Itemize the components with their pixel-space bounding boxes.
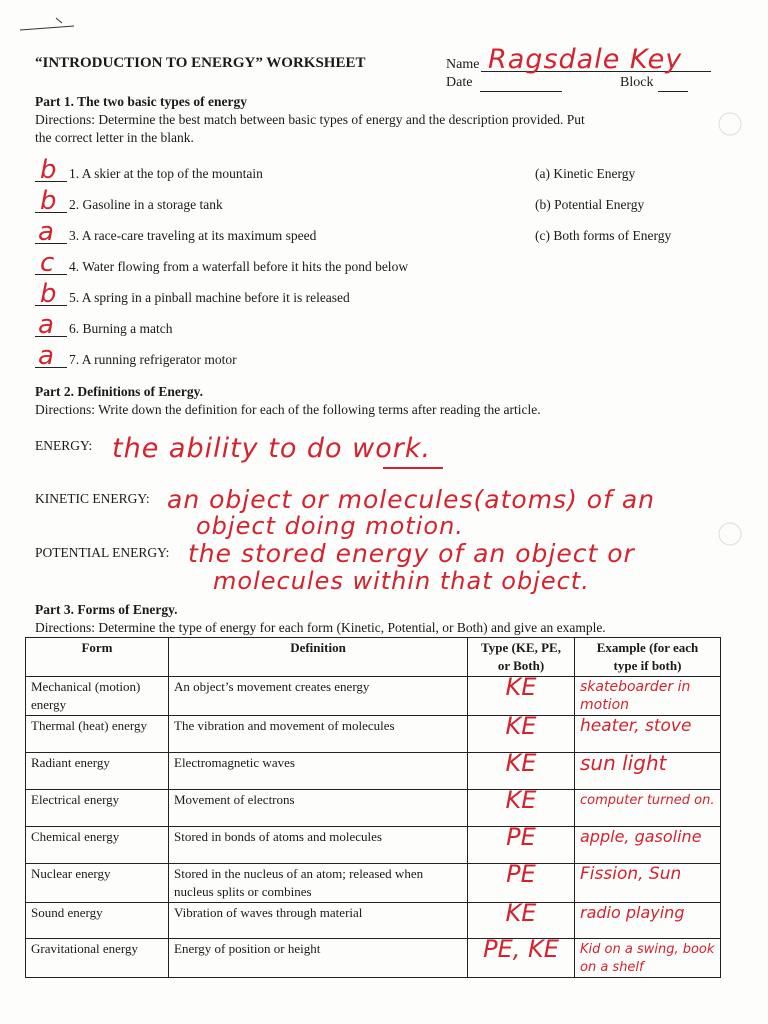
- item-text: 3. A race-care traveling at its maximum speed: [69, 228, 317, 243]
- definition-cell: Electromagnetic waves: [169, 753, 468, 790]
- example-cell[interactable]: [575, 677, 721, 716]
- column-header-example: Example (for each type if both): [575, 638, 721, 677]
- type-answer: PE: [506, 823, 536, 851]
- answer-letter: c: [40, 248, 56, 278]
- date-line[interactable]: [480, 91, 562, 92]
- part3-heading: Part 3. Forms of Energy.: [35, 602, 178, 617]
- type-answer: KE: [505, 786, 537, 814]
- table-row: [26, 939, 721, 978]
- type-cell[interactable]: [468, 673, 575, 716]
- item-text: 7. A running refrigerator motor: [69, 352, 237, 367]
- answer-letter: a: [38, 310, 55, 340]
- answer-letter: a: [38, 341, 55, 371]
- hole-punch-icon: [716, 520, 746, 550]
- kinetic-label: KINETIC ENERGY:: [35, 491, 150, 506]
- column-header-definition: Definition: [169, 638, 468, 677]
- form-cell: Gravitational energy: [26, 939, 169, 978]
- part3-directions: Directions: Determine the type of energy for each form (Kinetic, Potential, or Both) and give an example.: [35, 620, 606, 635]
- date-label: Date: [446, 75, 473, 90]
- name-label: Name: [446, 57, 480, 72]
- example-answer: sun light: [580, 751, 667, 775]
- block-line[interactable]: [658, 91, 688, 92]
- form-cell: Mechanical (motion) energy: [26, 677, 169, 716]
- example-cell[interactable]: [575, 939, 721, 978]
- definition-cell: The vibration and movement of molecules: [169, 716, 468, 753]
- type-cell[interactable]: [468, 749, 575, 790]
- block-label: Block: [620, 75, 654, 90]
- definition-cell: Stored in bonds of atoms and molecules: [169, 827, 468, 864]
- option-potential: (b) Potential Energy: [535, 197, 645, 212]
- example-answer: Kid on a swing, book on a shelf: [580, 942, 715, 975]
- form-cell: Chemical energy: [26, 827, 169, 864]
- type-cell[interactable]: [468, 823, 575, 864]
- type-cell[interactable]: [468, 712, 575, 753]
- item-text: 2. Gasoline in a storage tank: [69, 197, 223, 212]
- type-cell[interactable]: [468, 860, 575, 903]
- part1-directions-line1: Directions: Determine the best match between basic types of energy and the description provided. Put: [35, 112, 585, 127]
- table-row: [26, 753, 721, 790]
- type-cell[interactable]: [468, 786, 575, 827]
- kinetic-answer-line2[interactable]: object doing motion.: [196, 512, 464, 540]
- definition-cell: Vibration of waves through material: [169, 903, 468, 939]
- form-cell: Nuclear energy: [26, 864, 169, 903]
- part2-heading: Part 2. Definitions of Energy.: [35, 384, 203, 399]
- item-text: 1. A skier at the top of the mountain: [69, 166, 263, 181]
- option-both: (c) Both forms of Energy: [535, 228, 672, 243]
- energy-forms-table: [25, 637, 721, 978]
- table-row: [26, 903, 721, 939]
- hole-punch-icon: [716, 110, 746, 140]
- part1-directions-line2: the correct letter in the blank.: [35, 130, 194, 145]
- pen-mark-icon: [18, 14, 78, 38]
- part2-directions: Directions: Write down the definition for each of the following terms after reading the article.: [35, 402, 541, 417]
- option-kinetic: (a) Kinetic Energy: [535, 166, 636, 181]
- example-cell[interactable]: [575, 864, 721, 903]
- type-answer: KE: [505, 749, 537, 777]
- definition-cell: Movement of electrons: [169, 790, 468, 827]
- worksheet-title: “INTRODUCTION TO ENERGY” WORKSHEET: [35, 55, 366, 71]
- column-header-form: Form: [26, 638, 169, 677]
- form-cell: Electrical energy: [26, 790, 169, 827]
- table-row: [26, 827, 721, 864]
- table-row: [26, 677, 721, 716]
- name-field[interactable]: Ragsdale Key: [488, 44, 683, 75]
- energy-answer[interactable]: the ability to do work.: [112, 433, 432, 464]
- item-text: 6. Burning a match: [69, 321, 173, 336]
- table-header-row: [26, 638, 721, 677]
- table-row: [26, 864, 721, 903]
- potential-answer-line1[interactable]: the stored energy of an object or: [188, 539, 635, 568]
- potential-label: POTENTIAL ENERGY:: [35, 545, 170, 560]
- answer-letter: b: [40, 186, 58, 216]
- example-answer: heater, stove: [580, 716, 692, 736]
- potential-answer-line2[interactable]: molecules within that object.: [213, 567, 590, 595]
- form-cell: Thermal (heat) energy: [26, 716, 169, 753]
- example-cell[interactable]: [575, 716, 721, 753]
- table-row: [26, 790, 721, 827]
- form-cell: Radiant energy: [26, 753, 169, 790]
- type-cell[interactable]: [468, 899, 575, 939]
- work-underline: [383, 467, 443, 469]
- type-cell[interactable]: [468, 935, 575, 978]
- definition-cell: Stored in the nucleus of an atom; released when nucleus splits or combines: [169, 864, 468, 903]
- answer-letter: a: [38, 217, 55, 247]
- definition-cell: Energy of position or height: [169, 939, 468, 978]
- example-cell[interactable]: [575, 790, 721, 827]
- type-answer: KE: [505, 712, 537, 740]
- type-answer: KE: [505, 899, 537, 927]
- definition-cell: An object’s movement creates energy: [169, 677, 468, 716]
- example-answer: computer turned on.: [580, 793, 715, 808]
- example-answer: radio playing: [580, 903, 685, 922]
- example-answer: apple, gasoline: [580, 827, 702, 846]
- item-text: 5. A spring in a pinball machine before it is released: [69, 290, 350, 305]
- type-answer: PE, KE: [483, 935, 559, 963]
- example-answer: Fission, Sun: [580, 864, 682, 884]
- type-answer: PE: [506, 860, 536, 888]
- energy-label: ENERGY:: [35, 438, 93, 453]
- item-text: 4. Water flowing from a waterfall before it hits the pond below: [69, 259, 409, 274]
- example-cell[interactable]: [575, 903, 721, 939]
- part1-heading: Part 1. The two basic types of energy: [35, 94, 247, 109]
- kinetic-answer-line1[interactable]: an object or molecules(atoms) of an: [167, 485, 655, 514]
- form-cell: Sound energy: [26, 903, 169, 939]
- example-cell[interactable]: [575, 753, 721, 790]
- table-row: [26, 716, 721, 753]
- answer-letter: b: [40, 155, 58, 185]
- answer-letter: b: [40, 279, 58, 309]
- column-header-type: Type (KE, PE, or Both): [468, 638, 575, 677]
- example-answer: skateboarder in motion: [580, 679, 691, 713]
- example-cell[interactable]: [575, 827, 721, 864]
- type-answer: KE: [505, 673, 537, 701]
